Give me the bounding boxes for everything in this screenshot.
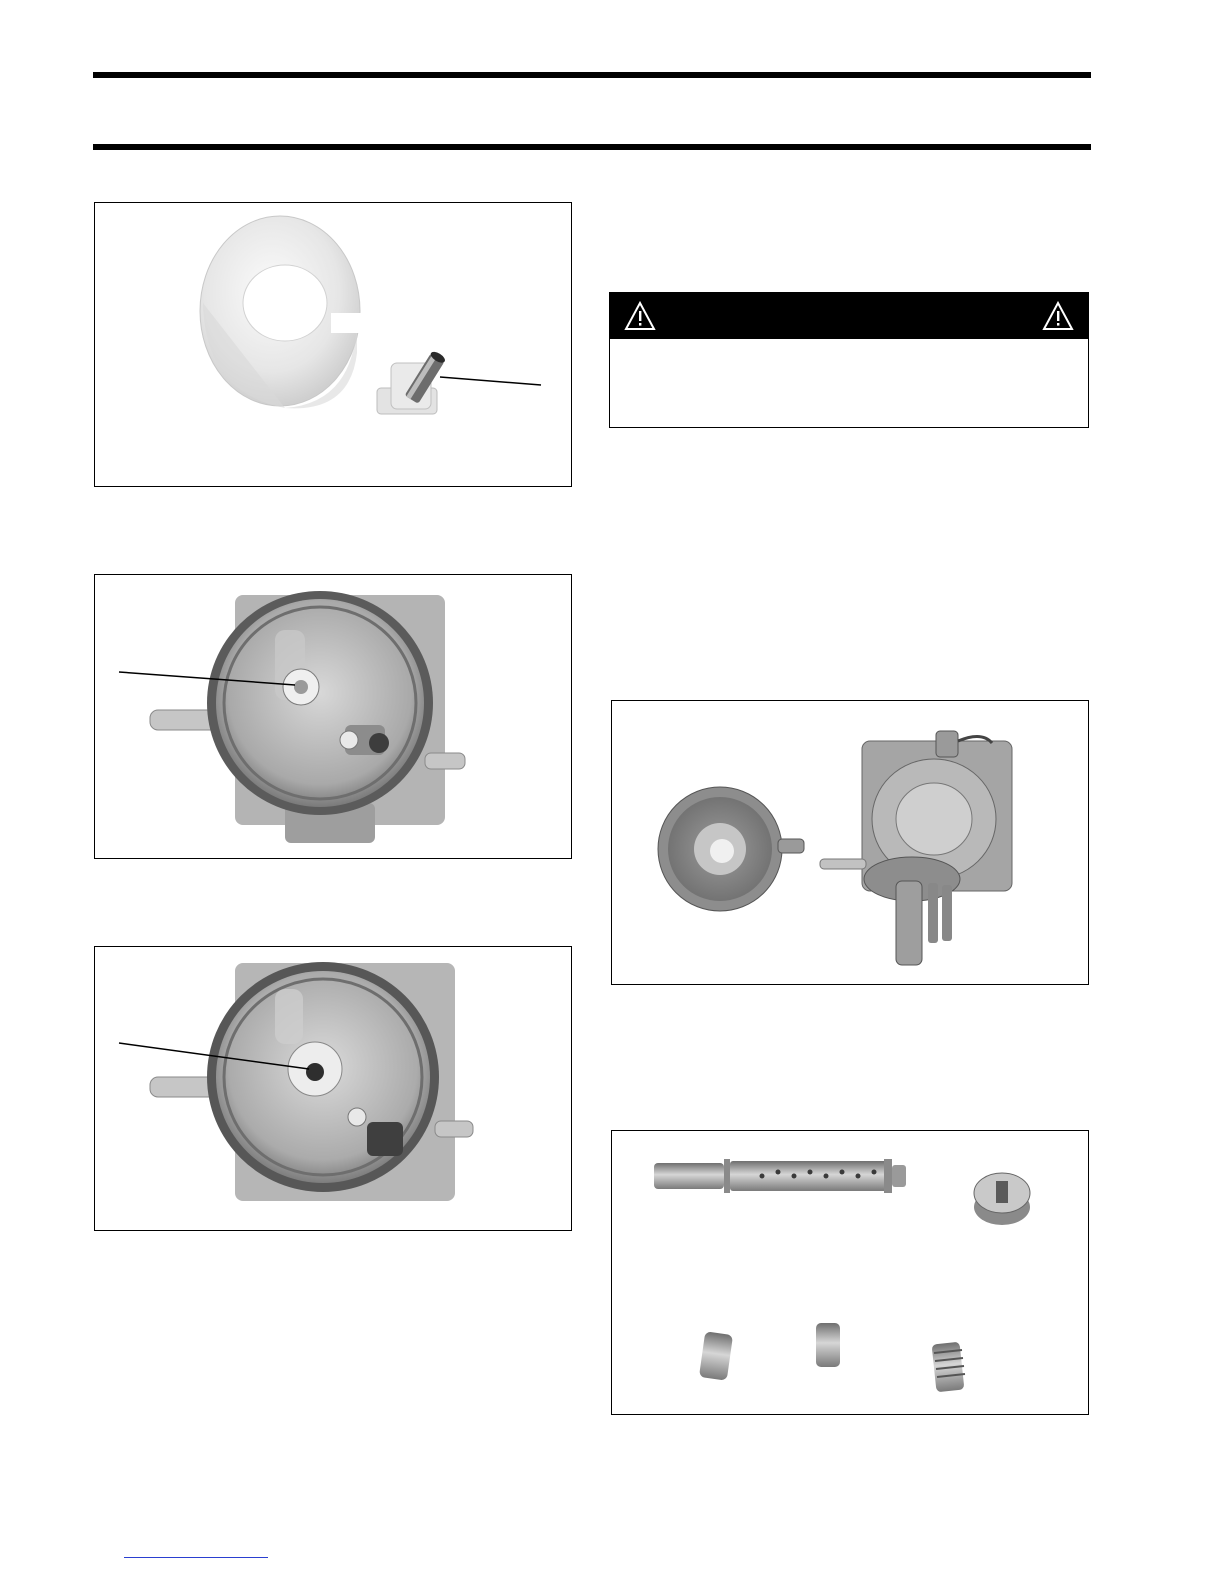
figure-float-bowl xyxy=(611,700,1089,985)
warning-triangle-icon xyxy=(1042,301,1074,331)
header-rule-top xyxy=(93,72,1091,78)
figure-needle-jet xyxy=(94,574,572,859)
carburetor-body-illustration xyxy=(95,575,572,859)
carburetor-body-illustration-2 xyxy=(95,947,572,1231)
float-illustration xyxy=(95,203,572,487)
figure-jets xyxy=(611,1130,1089,1415)
warning-box xyxy=(609,292,1089,428)
figure-float xyxy=(94,202,572,487)
footer-link-underline[interactable] xyxy=(124,1557,268,1558)
figure-main-jet xyxy=(94,946,572,1231)
warning-header xyxy=(610,293,1088,339)
warning-triangle-icon xyxy=(624,301,656,331)
callout-line xyxy=(440,377,541,385)
jets-illustration xyxy=(612,1131,1089,1415)
float-bowl-illustration xyxy=(612,701,1089,985)
jet-2 xyxy=(816,1323,840,1367)
header-rule-bottom xyxy=(93,144,1091,150)
jet-1 xyxy=(699,1331,733,1380)
emulsion-tube xyxy=(654,1163,724,1189)
jet-3 xyxy=(932,1342,965,1393)
